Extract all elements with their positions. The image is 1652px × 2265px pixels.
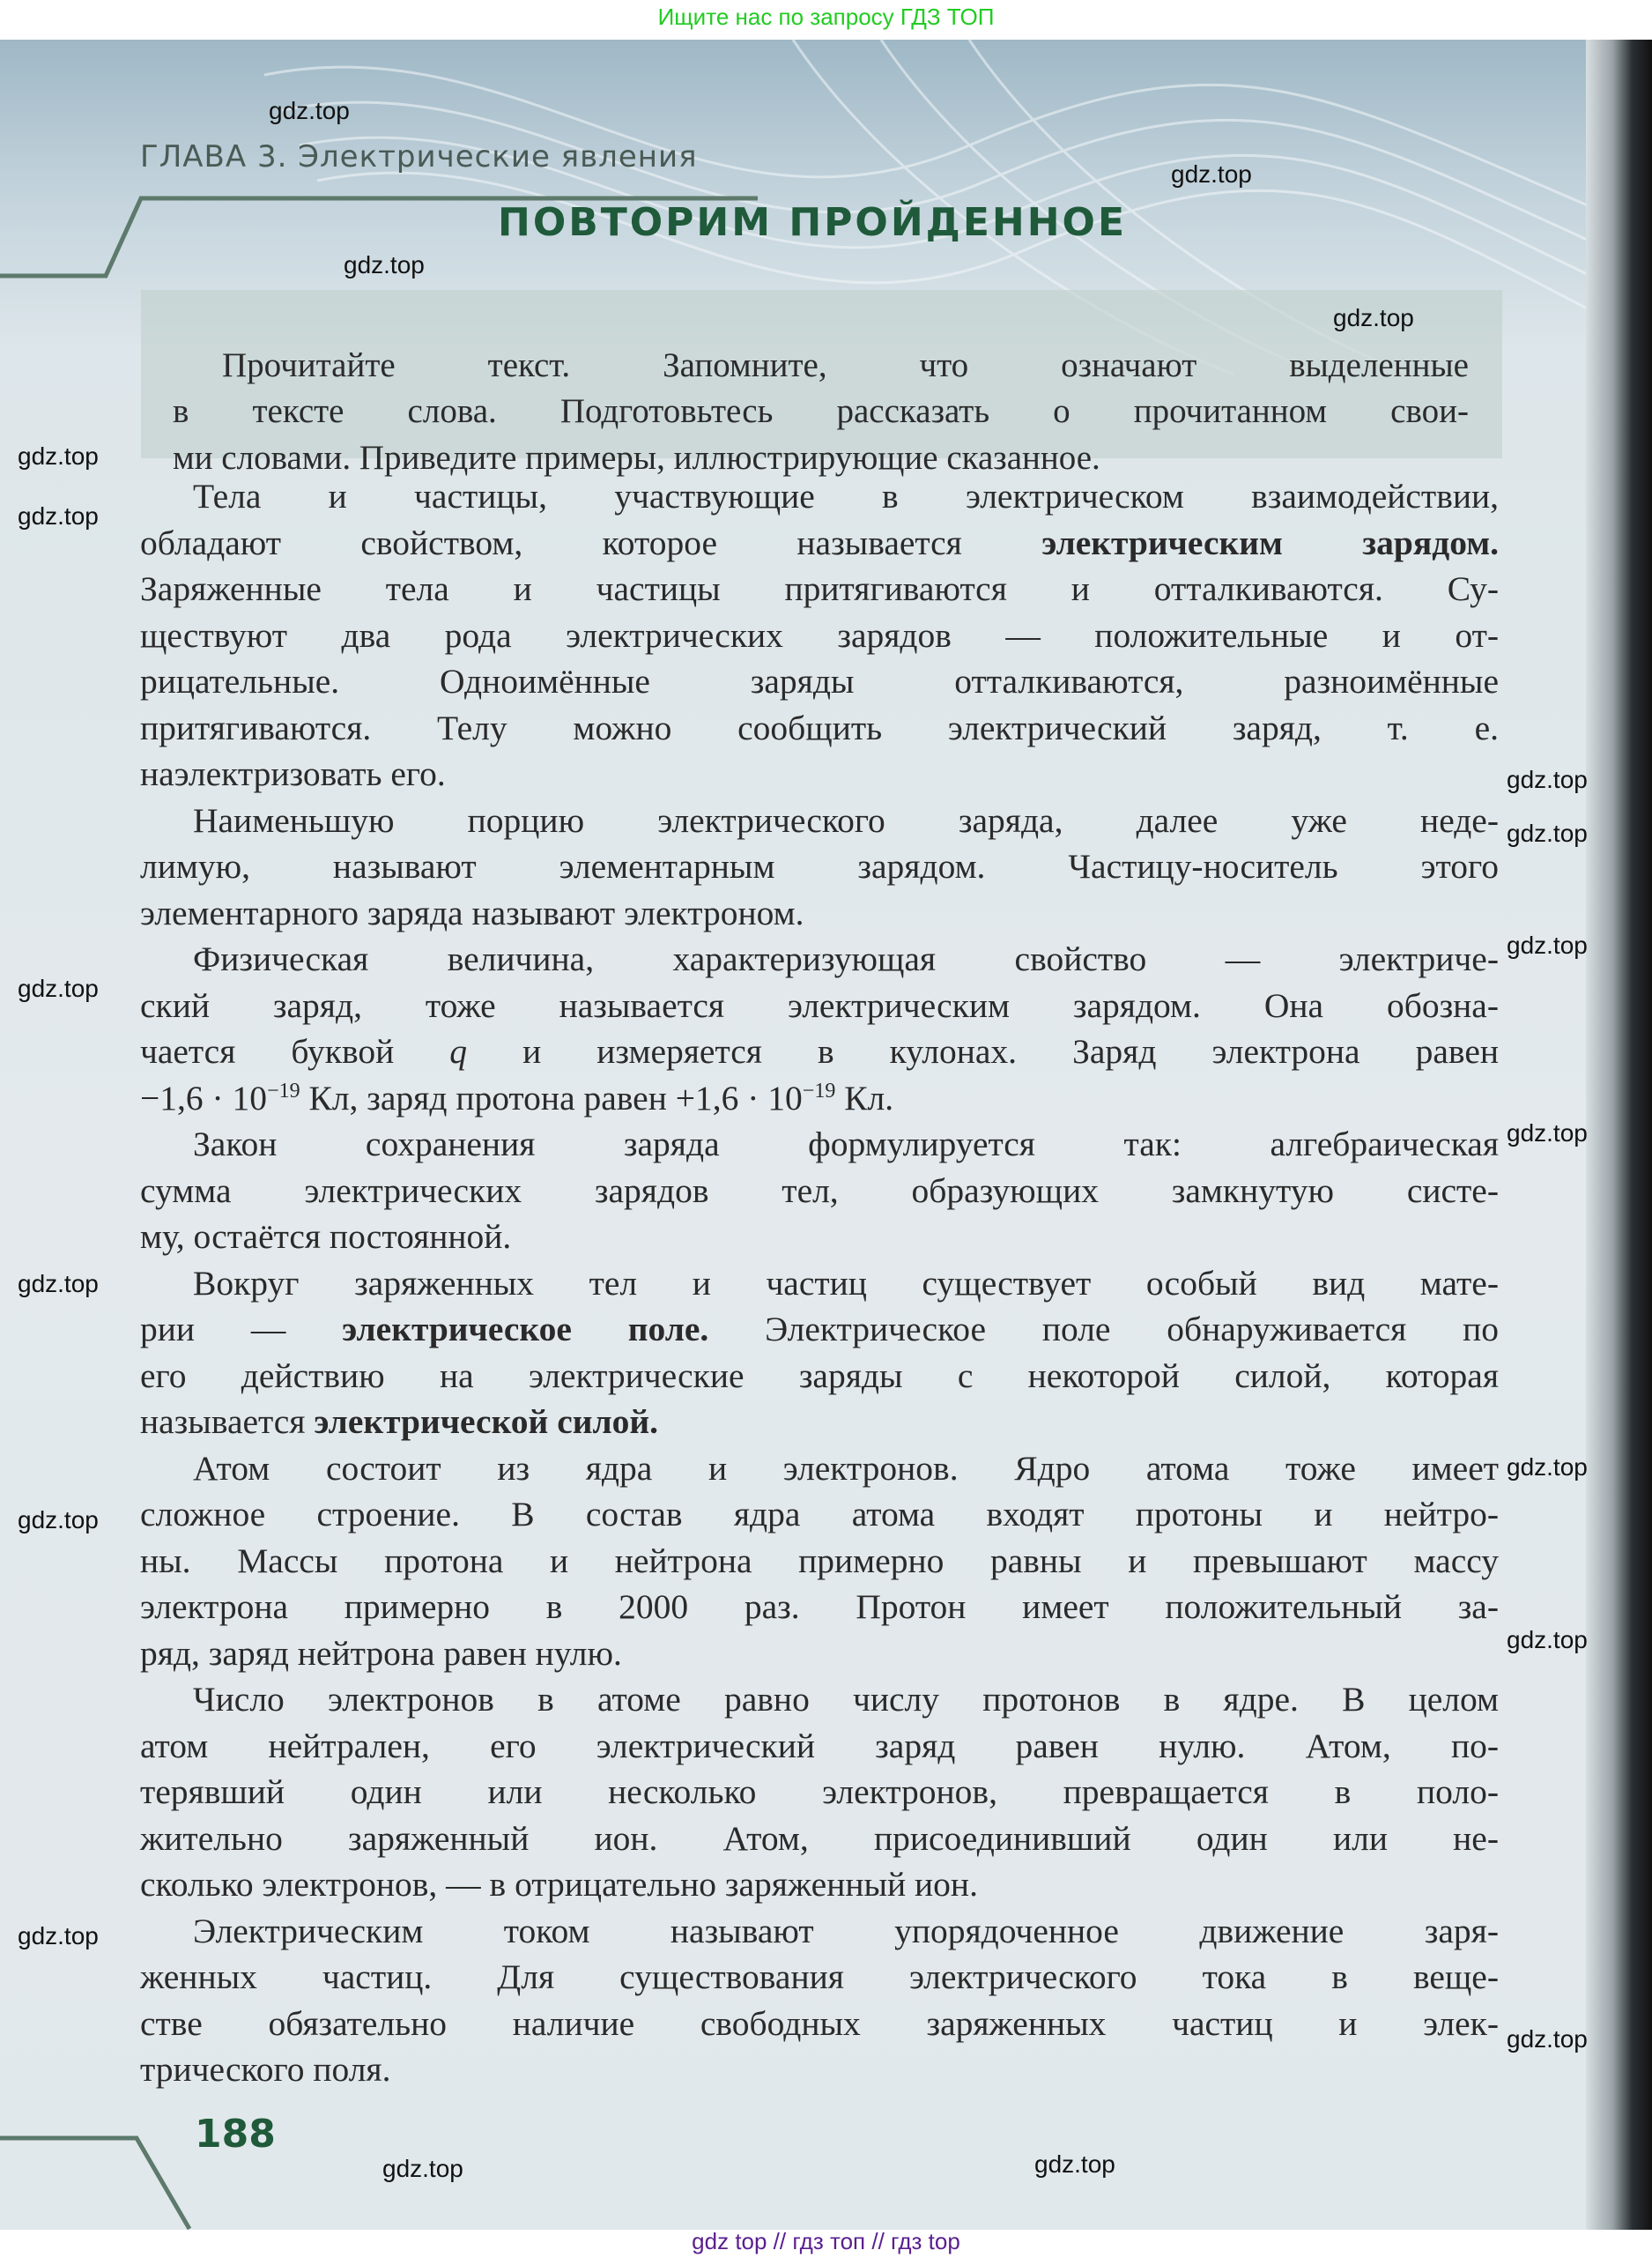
text-line [140,566,1499,613]
watermark: gdz.top [1507,1626,1588,1653]
bold-term: электрическое поле. [342,1310,709,1348]
text-line [140,1908,1499,1955]
text-segment: сумма электрических зарядов тел, образующих замкнутую систе- [140,1170,1499,1210]
watermark: gdz.top [344,251,425,278]
watermark: gdz.top [18,502,99,530]
text-line [140,1214,1499,1260]
text-line [140,843,1499,890]
exponent: −19 [802,1079,836,1103]
text-segment: элементарного заряда называют электроном. [140,893,804,932]
watermark: gdz.top [1171,160,1252,188]
text-segment: трического поля. [140,2050,391,2089]
text-segment: наэлектризовать его. [140,754,446,793]
text-segment: и измеряется в кулонах. Заряд электрона равен [467,1032,1499,1071]
text-line [140,1954,1499,2001]
text-line [140,1075,1499,1122]
paragraph [140,1676,1499,1908]
text-segment: му, остаётся постоянной. [140,1217,512,1256]
exponent: −19 [267,1079,300,1103]
bold-term: электрической силой. [314,1402,659,1441]
text-line [140,890,1499,937]
paragraph [140,1445,1499,1677]
text-line [140,1121,1499,1168]
text-segment: называется [140,1402,315,1441]
text-line [140,2001,1499,2047]
text-segment: сколько электронов, — в отрицательно заряженный ион. [140,1865,978,1904]
watermark: gdz.top [18,442,99,470]
page-binding-edge [1586,40,1652,2230]
text-segment: электрона примерно в 2000 раз. Протон имеет положительный за- [140,1587,1499,1626]
paragraph [140,1121,1499,1260]
text-line [140,983,1499,1029]
text-line [140,2046,1499,2093]
watermark: gdz.top [1034,2150,1115,2178]
text-line [140,751,1499,798]
text-segment: рии — [140,1310,343,1348]
footer-banner: gdz top // гдз топ // гдз top [692,2228,960,2254]
text-line [140,520,1499,567]
text-line [140,1676,1499,1723]
paragraph [140,1908,1499,2093]
paragraph [140,1260,1499,1445]
text-segment: стве обязательно наличие свободных заряженных частиц и элек- [140,2003,1499,2043]
section-title: ПОВТОРИМ ПРОЙДЕННОЕ [498,200,1128,245]
text-line [140,1168,1499,1214]
text-segment: Кл. [835,1078,894,1118]
text-segment: обладают свойством, которое называется [140,523,1042,562]
paragraph [140,798,1499,937]
text-line [140,1584,1499,1630]
instruction-line: ми словами. Приведите примеры, иллюстрирующие сказанное. [173,439,1100,477]
text-segment: притягиваются. Телу можно сообщить электрический заряд, т. е. [140,708,1499,747]
text-line [140,1491,1499,1538]
watermark: gdz.top [18,975,99,1002]
text-segment: Число электронов в атоме равно числу протонов в ядре. В целом [193,1680,1499,1719]
text-segment: Наименьшую порцию электрического заряда, далее уже неде- [193,800,1499,840]
text-line [140,658,1499,705]
watermark: gdz.top [1333,304,1414,331]
text-line [140,1816,1499,1862]
text-line [140,1445,1499,1492]
watermark: gdz.top [1507,1119,1588,1147]
search-hint-banner: Ищите нас по запросу ГДЗ ТОП [657,4,995,30]
instruction-line: в тексте слова. Подготовьтесь рассказать о прочитанном свои- [173,392,1469,430]
text-line [140,1260,1499,1307]
text-segment: −1,6 · 10 [140,1078,268,1118]
watermark: gdz.top [1507,932,1588,959]
text-line [140,705,1499,752]
text-line [140,1399,1499,1445]
text-segment: ский заряд, тоже называется электрическим зарядом. Она обозна- [140,985,1499,1025]
text-segment: Физическая величина, характеризующая свойство — электриче- [193,939,1499,978]
text-line [140,1723,1499,1770]
text-line [140,936,1499,983]
instruction-line: Прочитайте текст. Запомните, что означают выделенные [222,346,1469,384]
watermark: gdz.top [18,1270,99,1297]
text-segment: ществуют два рода электрических зарядов — положительные и от- [140,615,1499,655]
text-segment: Электрическое поле обнаруживается по [708,1310,1499,1348]
text-segment: Закон сохранения заряда формулируется так: алгебраическая [193,1125,1499,1163]
instruction-box [141,290,1502,477]
text-segment: q [449,1032,468,1071]
text-segment: сложное строение. В состав ядра атома входят протоны и нейтро- [140,1495,1499,1534]
text-segment: ны. Массы протона и нейтрона примерно равны и превышают массу [140,1541,1499,1580]
watermark: gdz.top [18,1922,99,1949]
paragraph [140,936,1499,1121]
text-segment: Вокруг заряженных тел и частиц существует особый вид мате- [193,1263,1499,1303]
text-line [140,1630,1499,1677]
watermark: gdz.top [1507,766,1588,793]
text-line [140,798,1499,844]
text-line [140,1769,1499,1816]
text-line [140,1306,1499,1353]
text-segment: Кл, заряд протона равен +1,6 · 10 [300,1078,803,1118]
text-line [140,1353,1499,1400]
text-segment: терявший один или несколько электронов, превращается в поло- [140,1772,1499,1811]
text-line [140,1538,1499,1585]
page-number: 188 [195,2112,276,2157]
text-segment: женных частиц. Для существования электрического тока в веще- [140,1957,1499,1996]
watermark: gdz.top [18,1506,99,1534]
text-line [140,1861,1499,1908]
text-segment: Заряженные тела и частицы притягиваются и отталкиваются. Су- [140,569,1499,608]
text-segment: ряд, заряд нейтрона равен нулю. [140,1633,622,1673]
body-text [140,473,1499,2093]
chapter-heading: ГЛАВА 3. Электрические явления [140,139,698,175]
bold-term: электрическим зарядом. [1041,523,1500,562]
text-segment: Тела и частицы, участвующие в электрическом взаимодействии, [193,477,1499,516]
text-segment: лимую, называют элементарным зарядом. Частицу-носитель этого [140,847,1499,886]
paragraph [140,473,1499,798]
watermark: gdz.top [1507,2025,1588,2053]
text-line [140,473,1499,520]
text-segment: его действию на электрические заряды с некоторой силой, которая [140,1355,1499,1395]
watermark: gdz.top [269,97,350,124]
watermark: gdz.top [1507,1453,1588,1481]
text-segment: атом нейтрален, его электрический заряд равен нулю. Атом, по- [140,1726,1499,1765]
text-segment: Атом состоит из ядра и электронов. Ядро атома тоже имеет [193,1448,1499,1488]
text-segment: жительно заряженный ион. Атом, присоединивший один или не- [140,1818,1499,1858]
text-segment: чается буквой [140,1032,450,1071]
text-segment: Электрическим током называют упорядоченное движение заря- [193,1911,1499,1950]
text-line [140,1029,1499,1075]
text-line [140,613,1499,659]
watermark: gdz.top [1507,820,1588,847]
text-segment: рицательные. Одноимённые заряды отталкиваются, разноимённые [140,662,1499,701]
watermark: gdz.top [382,2155,463,2182]
